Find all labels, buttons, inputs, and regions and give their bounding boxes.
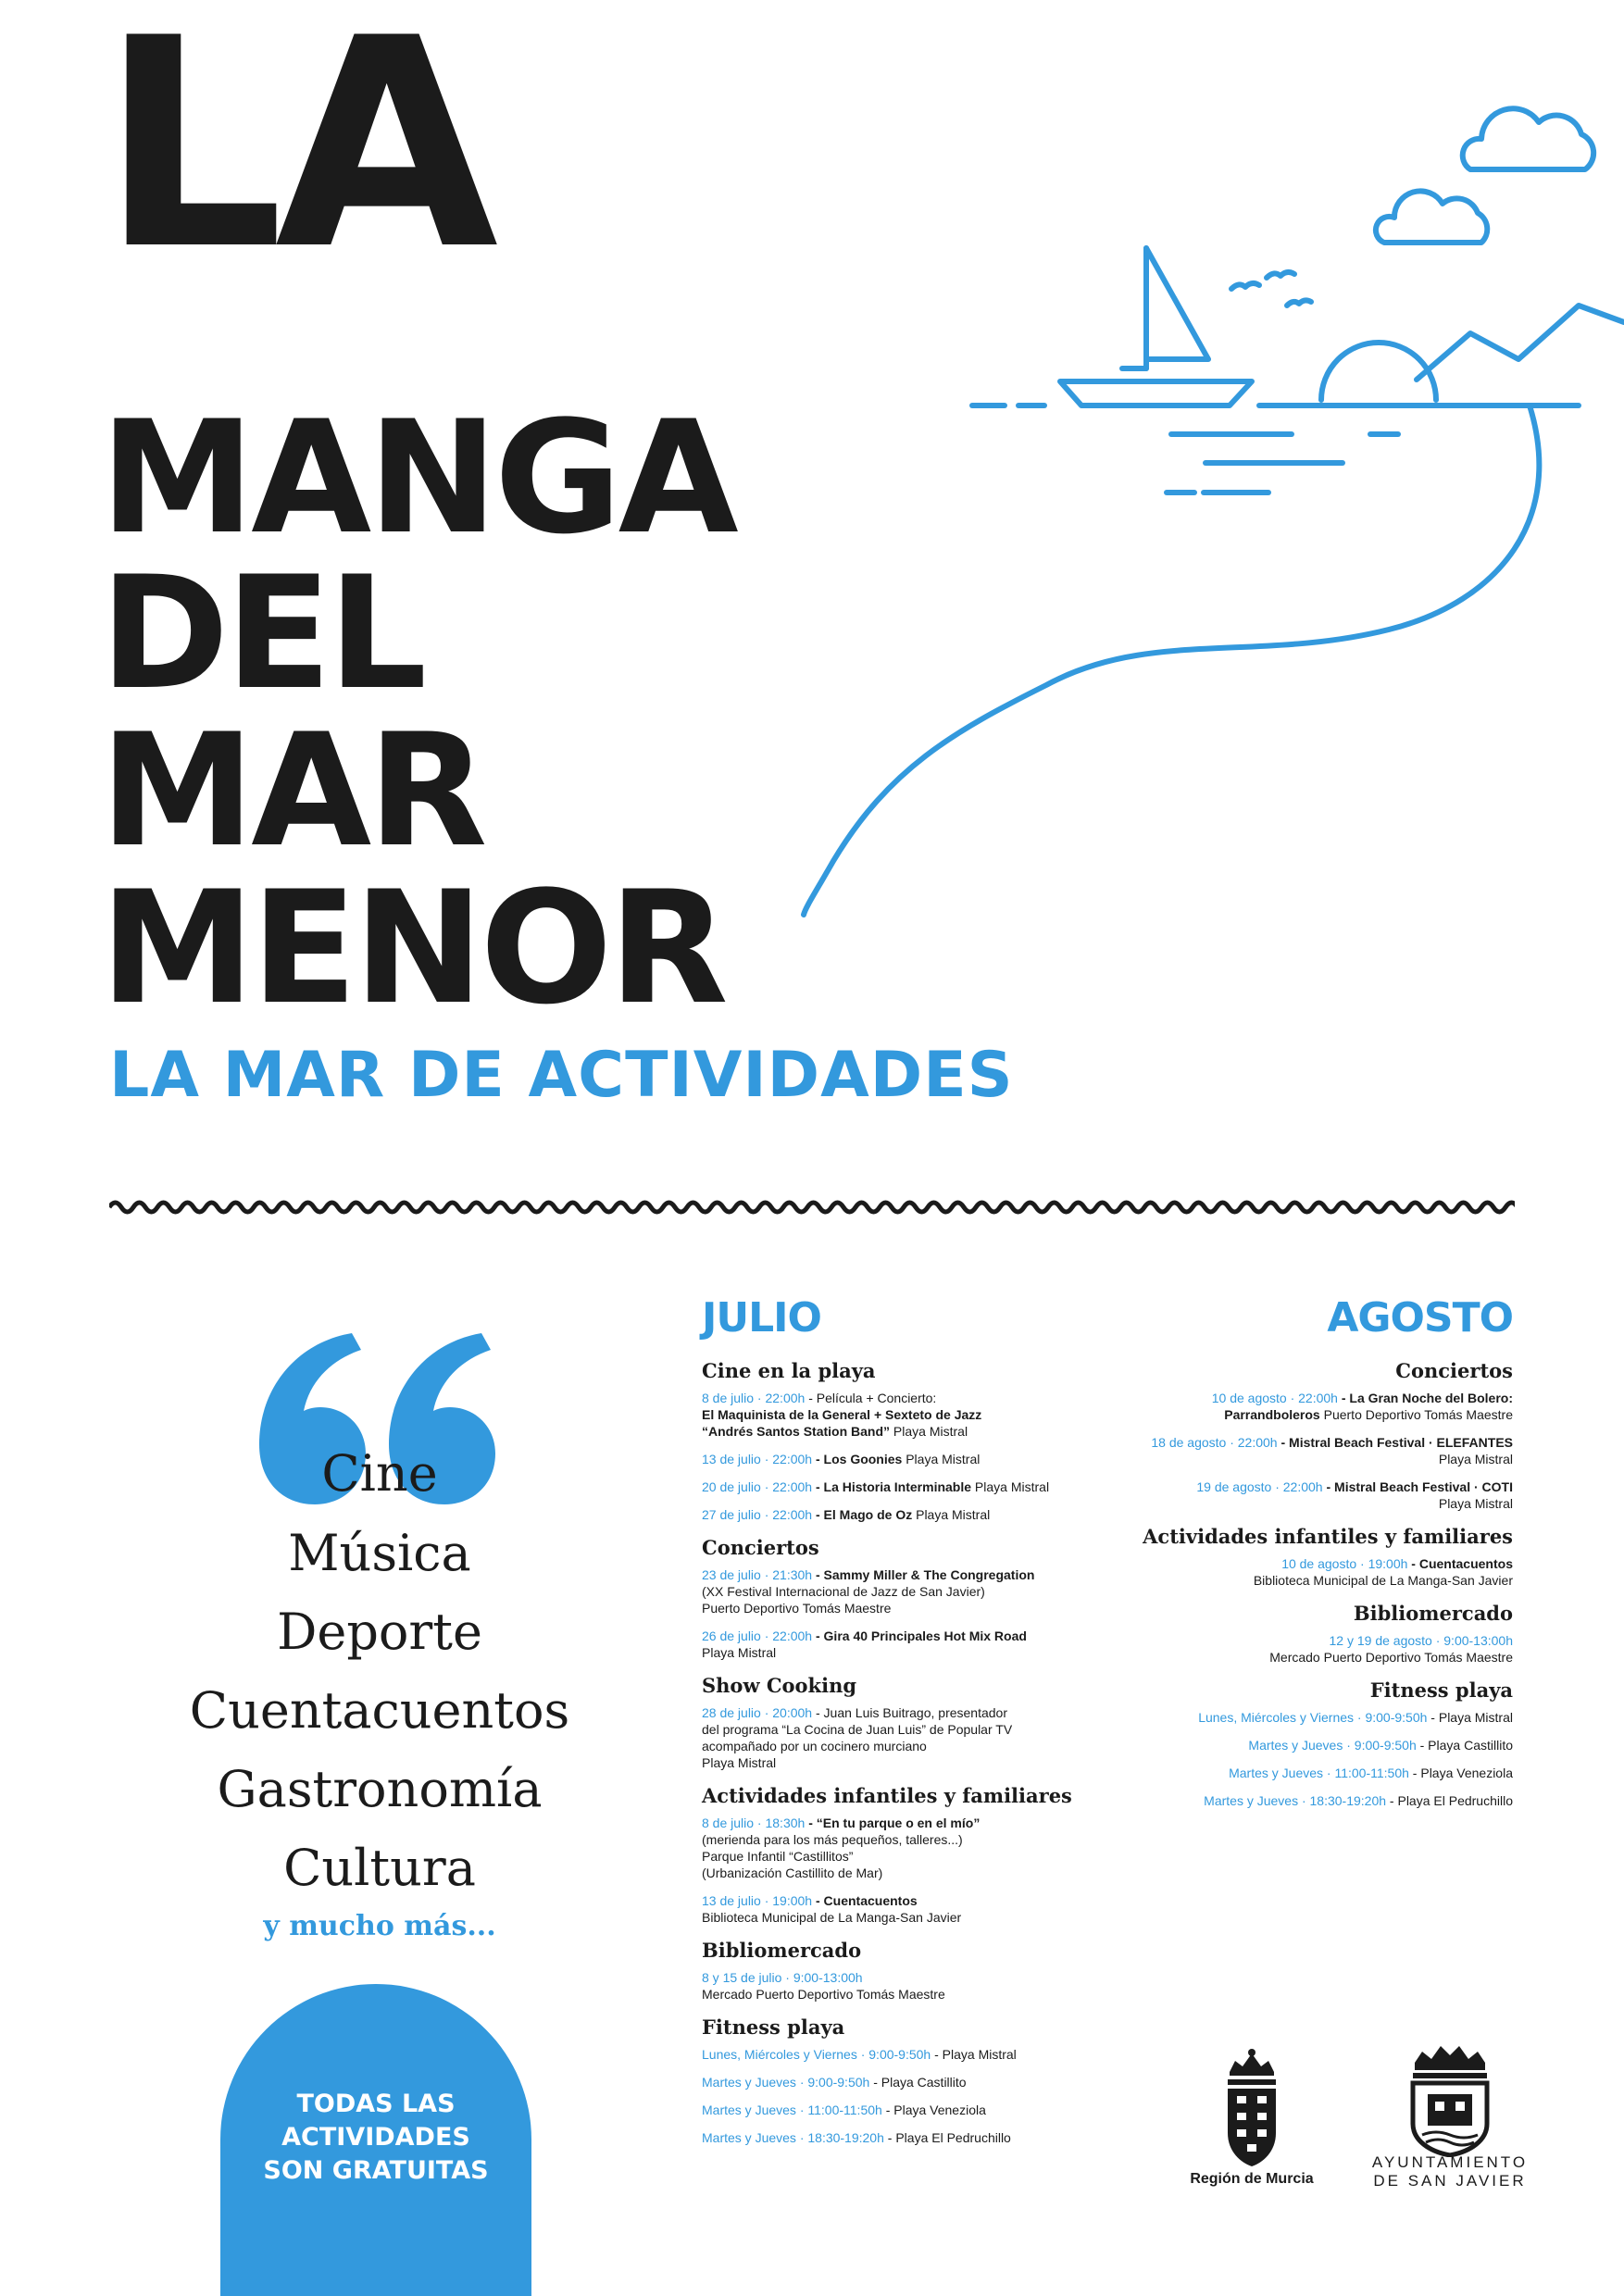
entry-first-line (1093, 1434, 1513, 1451)
entry-text: (merienda para los más pequeños, talleres...) (702, 1832, 963, 1847)
birds-icon (1231, 272, 1311, 306)
schedule-entry (1093, 1632, 1513, 1666)
wave-divider (109, 1196, 1515, 1218)
entry-date-time: 26 de julio · 22:00h (702, 1628, 813, 1643)
entry-highlight: - La Gran Noche del Bolero: (1337, 1391, 1513, 1405)
schedule-entry (702, 2129, 1165, 2146)
entry-line (1093, 1406, 1513, 1423)
entry-date-time: Martes y Jueves · 9:00-9:50h (1248, 1738, 1417, 1753)
entry-date-time: 13 de julio · 22:00h (702, 1452, 813, 1466)
entry-line (702, 1909, 1165, 1926)
section-title: Fitness playa (702, 2015, 845, 2039)
san-javier-label-line-2: DE SAN JAVIER (1373, 2172, 1527, 2190)
entry-text: (XX Festival Internacional de Jazz de San Javier) (702, 1584, 985, 1599)
entry-first-line (1093, 1709, 1513, 1726)
free-note-line-2: ACTIVIDADES (281, 2123, 470, 2152)
free-note-line-3: SON GRATUITAS (263, 2156, 489, 2185)
section-title: Actividades infantiles y familiares (702, 1784, 1072, 1807)
section-title: Bibliomercado (702, 1939, 862, 1962)
entry-highlight: - Los Goonies (812, 1452, 903, 1466)
entry-date-time: 8 de julio · 22:00h (702, 1391, 806, 1405)
entry-text: - Playa El Pedruchillo (1386, 1793, 1513, 1808)
entry-first-line (1093, 1765, 1513, 1781)
entry-date-time: 19 de agosto · 22:00h (1196, 1479, 1323, 1494)
entry-date-time: 23 de julio · 21:30h (702, 1567, 813, 1582)
entry-line (702, 1986, 1165, 2003)
entry-highlight: - Mistral Beach Festival · COTI (1322, 1479, 1513, 1494)
entry-date-time: Martes y Jueves · 11:00-11:50h (1229, 1766, 1409, 1780)
entry-date-time: 28 de julio · 20:00h (702, 1705, 813, 1720)
entry-date-time: 10 de agosto · 19:00h (1281, 1556, 1408, 1571)
entry-text: - Playa Mistral (931, 2047, 1017, 2062)
entry-text: - Playa Veneziola (1408, 1766, 1513, 1780)
entry-text: - Película + Concierto: (805, 1391, 937, 1405)
schedule-entry (702, 1815, 1165, 1881)
title-line-2: MANGA (100, 387, 735, 568)
entry-text: Playa Mistral (890, 1424, 968, 1439)
entry-first-line (702, 2046, 1165, 2063)
entry-highlight: - Gira 40 Principales Hot Mix Road (812, 1628, 1027, 1643)
sun-mountains-icon (1321, 306, 1624, 400)
more-note: y mucho más... (263, 1910, 496, 1942)
schedule-entry (1093, 1555, 1513, 1589)
schedule-agosto (1093, 1359, 1513, 1820)
entry-text: Playa Mistral (971, 1479, 1050, 1494)
category-cine: Cine (321, 1444, 438, 1503)
entry-text: Mercado Puerto Deportivo Tomás Maestre (1269, 1650, 1513, 1665)
entry-text: - Juan Luis Buitrago, presentador (812, 1705, 1007, 1720)
entry-date-time: Martes y Jueves · 9:00-9:50h (702, 2075, 870, 2090)
title-line-5: MENOR (100, 857, 725, 1039)
schedule-entry (702, 2046, 1165, 2063)
entry-highlight: “Andrés Santos Station Band” (702, 1424, 891, 1439)
schedule-entry (1093, 1792, 1513, 1809)
category-deporte: Deporte (277, 1603, 482, 1661)
entry-text: (Urbanización Castillito de Mar) (702, 1866, 883, 1880)
category-cultura: Cultura (283, 1839, 476, 1897)
entry-line (702, 1848, 1165, 1865)
entry-text: Playa Mistral (702, 1645, 777, 1660)
entry-line (1093, 1451, 1513, 1467)
entry-line (702, 1831, 1165, 1848)
region-murcia-label: Región de Murcia (1190, 2171, 1314, 2187)
entry-first-line (1093, 1737, 1513, 1753)
entry-first-line (702, 2074, 1165, 2090)
entry-text: - Playa Castillito (1416, 1738, 1513, 1753)
entry-highlight: - El Mago de Oz (812, 1507, 913, 1522)
schedule-entry (1093, 1390, 1513, 1423)
entry-text: Mercado Puerto Deportivo Tomás Maestre (702, 1987, 945, 2002)
entry-first-line (702, 1892, 1165, 1909)
entry-highlight: - Sammy Miller & The Congregation (812, 1567, 1035, 1582)
title-line-1: LA (100, 0, 490, 313)
entry-first-line (1093, 1555, 1513, 1572)
schedule-entry (1093, 1709, 1513, 1726)
entry-date-time: Martes y Jueves · 18:30-19:20h (702, 2130, 884, 2145)
entry-date-time: 8 de julio · 18:30h (702, 1816, 806, 1830)
entry-first-line (702, 2129, 1165, 2146)
section-title: Show Cooking (702, 1674, 857, 1697)
san-javier-crest-icon (1404, 2044, 1496, 2157)
schedule-entry (1093, 1737, 1513, 1753)
free-activities-badge (220, 1984, 531, 2296)
entry-text: Puerto Deportivo Tomás Maestre (1319, 1407, 1513, 1422)
entry-highlight: El Maquinista de la General + Sexteto de Jazz (702, 1407, 982, 1422)
entry-highlight: - La Historia Interminable (812, 1479, 972, 1494)
entry-text: Playa Mistral (902, 1452, 981, 1466)
entry-text: - Playa Veneziola (881, 2103, 986, 2117)
entry-date-time: Martes y Jueves · 18:30-19:20h (1204, 1793, 1387, 1808)
entry-text: acompañado por un cocinero murciano (702, 1739, 927, 1753)
section-title: Cine en la playa (702, 1359, 876, 1382)
section-title: Bibliomercado (1353, 1602, 1513, 1625)
cloud-icon (1376, 191, 1487, 243)
section-title: Actividades infantiles y familiares (1143, 1525, 1513, 1548)
schedule-entry (702, 2102, 1165, 2118)
category-cuentacuentos: Cuentacuentos (189, 1681, 570, 1740)
section-title: Conciertos (1395, 1359, 1513, 1382)
entry-first-line (1093, 1390, 1513, 1406)
category-musica: Música (288, 1524, 471, 1582)
entry-date-time: 10 de agosto · 22:00h (1211, 1391, 1338, 1405)
month-title-agosto: AGOSTO (1327, 1294, 1513, 1341)
entry-text: Biblioteca Municipal de La Manga-San Javier (702, 1910, 962, 1925)
entry-date-time: Lunes, Miércoles y Viernes · 9:00-9:50h (702, 2047, 931, 2062)
entry-text: Playa Mistral (912, 1507, 991, 1522)
entry-date-time: 13 de julio · 19:00h (702, 1893, 813, 1908)
entry-first-line (1093, 1479, 1513, 1495)
water-lines (972, 406, 1579, 493)
entry-text: Playa Mistral (702, 1755, 777, 1770)
entry-first-line (1093, 1792, 1513, 1809)
san-javier-label (1348, 2153, 1552, 2190)
schedule-entry (1093, 1434, 1513, 1467)
free-note-line-1: TODAS LAS (296, 2090, 456, 2118)
region-murcia-crest-icon (1220, 2048, 1283, 2168)
san-javier-label-line-1: AYUNTAMIENTO (1371, 2153, 1529, 2171)
entry-date-time: Lunes, Miércoles y Viernes · 9:00-9:50h (1198, 1710, 1428, 1725)
entry-highlight: - Cuentacuentos (812, 1893, 918, 1908)
schedule-entry (702, 1969, 1165, 2003)
entry-first-line (1093, 1632, 1513, 1649)
coastline-path (804, 406, 1539, 915)
entry-text: Puerto Deportivo Tomás Maestre (702, 1601, 892, 1616)
entry-text: Biblioteca Municipal de La Manga-San Javier (1253, 1573, 1513, 1588)
entry-date-time: Martes y Jueves · 11:00-11:50h (702, 2103, 882, 2117)
entry-date-time: 12 y 19 de agosto · 9:00-13:00h (1329, 1633, 1513, 1648)
category-gastronomia: Gastronomía (217, 1760, 543, 1818)
entry-text: - Playa Castillito (869, 2075, 967, 2090)
schedule-entry (702, 1892, 1165, 1926)
entry-text: Parque Infantil “Castillitos” (702, 1849, 854, 1864)
entry-highlight: - Cuentacuentos (1407, 1556, 1513, 1571)
sailboat-icon (1060, 248, 1252, 406)
entry-text: - Playa Mistral (1427, 1710, 1513, 1725)
title-line-4: MAR (100, 700, 484, 881)
title-line-3: DEL (100, 543, 424, 724)
entry-date-time: 8 y 15 de julio · 9:00-13:00h (702, 1970, 863, 1985)
entry-line (702, 1865, 1165, 1881)
entry-text: Playa Mistral (1438, 1452, 1513, 1466)
subtitle: LA MAR DE ACTIVIDADES (109, 1039, 1014, 1112)
entry-date-time: 20 de julio · 22:00h (702, 1479, 813, 1494)
entry-line (1093, 1572, 1513, 1589)
entry-first-line (702, 2102, 1165, 2118)
schedule-entry (702, 2074, 1165, 2090)
entry-highlight: Parrandboleros (1224, 1407, 1320, 1422)
section-title: Fitness playa (1369, 1678, 1513, 1702)
entry-text: del programa “La Cocina de Juan Luis” de Popular TV (702, 1722, 1013, 1737)
entry-highlight: - “En tu parque o en el mío” (805, 1816, 981, 1830)
schedule-entry (1093, 1765, 1513, 1781)
entry-line (1093, 1495, 1513, 1512)
cloud-icon (1463, 108, 1593, 169)
entry-date-time: 18 de agosto · 22:00h (1151, 1435, 1278, 1450)
schedule-entry (1093, 1479, 1513, 1512)
month-title-julio: JULIO (702, 1294, 821, 1341)
entry-highlight: - Mistral Beach Festival · ELEFANTES (1277, 1435, 1513, 1450)
entry-date-time: 27 de julio · 22:00h (702, 1507, 813, 1522)
section-title: Conciertos (702, 1536, 819, 1559)
entry-text: - Playa El Pedruchillo (883, 2130, 1011, 2145)
entry-line (1093, 1649, 1513, 1666)
entry-first-line (702, 1969, 1165, 1986)
entry-text: Playa Mistral (1438, 1496, 1513, 1511)
